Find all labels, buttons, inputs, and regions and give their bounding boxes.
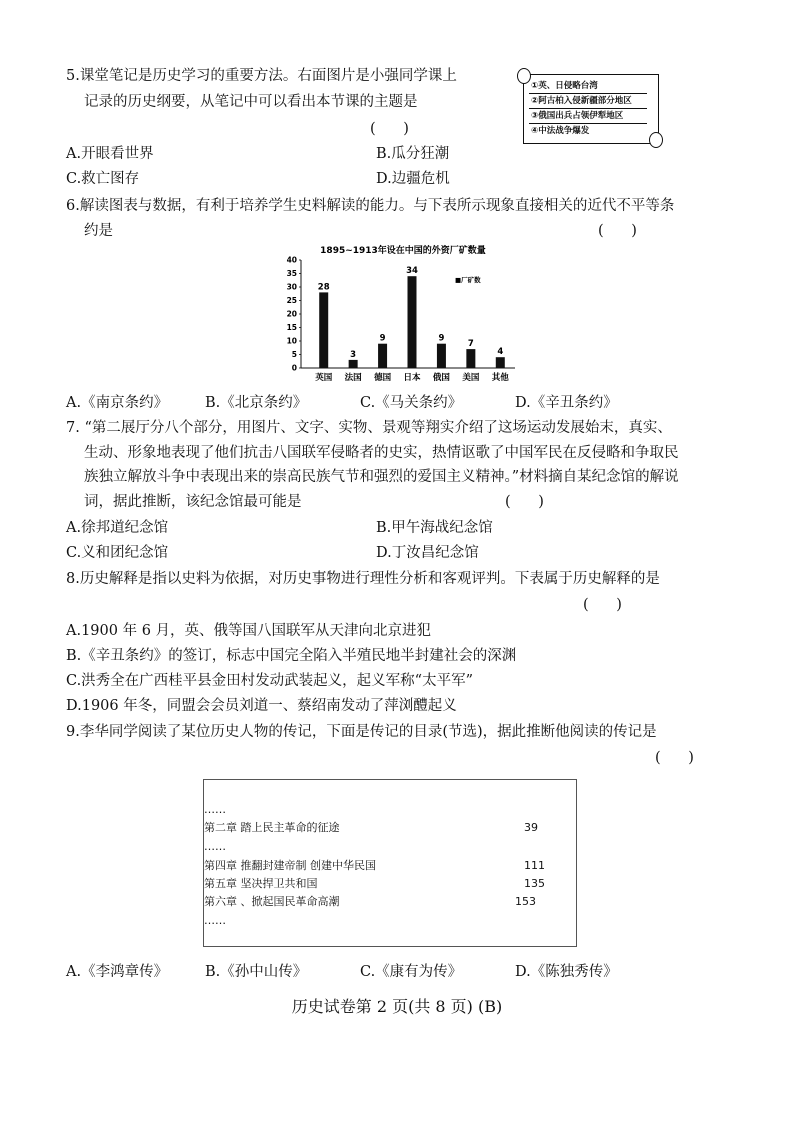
q5-option-c[interactable]: C.救亡图存 (66, 171, 140, 187)
x-category-label: 美国 (462, 373, 480, 383)
toc-page-6: 153 (515, 895, 536, 908)
toc-ellipsis: …… (204, 914, 226, 927)
bar-德国 (378, 344, 387, 368)
x-category-label: 德国 (374, 373, 392, 383)
q9-option-d[interactable]: D.《陈独秀传》 (515, 964, 618, 980)
y-tick-label: 15 (286, 323, 297, 332)
scroll-note-1: ①英、日侵略台湾 (531, 81, 598, 91)
y-tick-label: 10 (286, 336, 297, 346)
q7-answer-paren[interactable]: ( ) (505, 494, 544, 510)
scroll-divider (529, 108, 647, 109)
q9-answer-paren[interactable]: ( ) (655, 750, 694, 766)
biography-table-of-contents (203, 779, 577, 947)
scroll-note-4: ④中法战争爆发 (531, 126, 590, 136)
scroll-divider (529, 123, 647, 124)
y-tick-label: 35 (286, 269, 297, 278)
toc-page-4: 111 (524, 859, 545, 872)
y-tick-label: 25 (286, 296, 297, 305)
q6-option-b[interactable]: B.《北京条约》 (205, 395, 308, 411)
q5-notes-scroll (515, 68, 665, 148)
q9-option-a[interactable]: A.《李鸿章传》 (66, 964, 169, 980)
x-category-label: 俄国 (432, 373, 450, 383)
q5-option-b[interactable]: B.瓜分狂潮 (376, 146, 450, 162)
foreign-factories-bar-chart (283, 240, 523, 390)
toc-chapter-4: 第四章 推翻封建帝制 创建中华民国 (204, 859, 376, 872)
q5-answer-paren[interactable]: ( ) (370, 121, 409, 137)
bar-value-label: 9 (438, 333, 445, 344)
q6-answer-paren[interactable]: ( ) (598, 223, 637, 239)
q5-stem-line2: 记录的历史纲要，从笔记中可以看出本节课的主题是 (84, 94, 418, 110)
bar-value-label: 3 (350, 349, 357, 360)
scroll-divider (529, 93, 647, 94)
y-tick-label: 40 (286, 255, 297, 265)
toc-ellipsis: …… (204, 840, 226, 853)
y-tick-label: 30 (286, 282, 297, 292)
q7-option-a[interactable]: A.徐邦道纪念馆 (66, 520, 169, 536)
toc-page-2: 39 (524, 821, 538, 834)
y-tick-label: 5 (291, 350, 297, 359)
x-category-label: 英国 (315, 373, 333, 383)
q6-option-a[interactable]: A.《南京条约》 (66, 395, 169, 411)
q7-option-b[interactable]: B.甲午海战纪念馆 (376, 520, 493, 536)
toc-chapter-2: 第二章 踏上民主革命的征途 (204, 821, 340, 834)
bar-法国 (349, 360, 358, 368)
q8-option-b[interactable]: B.《辛丑条约》的签订，标志中国完全陷入半殖民地半封建社会的深渊 (66, 648, 517, 664)
chart-title: 1895~1913年设在中国的外资厂矿数量 (320, 246, 486, 256)
q8-answer-paren[interactable]: ( ) (583, 597, 622, 613)
x-category-label: 其他 (491, 373, 509, 383)
q7-stem-line3: 族独立解放斗争中表现出来的崇高民族气节和强烈的爱国主义精神。”材料摘自某纪念馆的解说 (84, 469, 679, 485)
bar-美国 (466, 349, 475, 368)
q5-option-d[interactable]: D.边疆危机 (376, 171, 450, 187)
q5-stem-line1: 5.课堂笔记是历史学习的重要方法。右面图片是小强同学课上 (66, 68, 457, 84)
bar-日本 (408, 276, 417, 368)
q9-option-c[interactable]: C.《康有为传》 (360, 964, 463, 980)
page-footer: 历史试卷第 2 页(共 8 页) (B) (291, 997, 503, 1016)
q7-stem-line2: 生动、形象地表现了他们抗击八国联军侵略者的史实，热情讴歌了中国军民在反侵略和争取民 (84, 445, 679, 461)
q6-option-d[interactable]: D.《辛丑条约》 (515, 395, 618, 411)
bar-英国 (319, 292, 328, 368)
x-category-label: 日本 (403, 373, 421, 383)
q8-option-d[interactable]: D.1906 年冬，同盟会会员刘道一、蔡绍南发动了萍浏醴起义 (66, 698, 457, 714)
toc-ellipsis: …… (204, 803, 226, 816)
q5-option-a[interactable]: A.开眼看世界 (66, 146, 154, 162)
q7-option-c[interactable]: C.义和团纪念馆 (66, 545, 169, 561)
bar-其他 (496, 357, 505, 368)
bar-value-label: 9 (379, 333, 386, 344)
q7-stem-line4: 词，据此推断，该纪念馆最可能是 (84, 494, 302, 510)
bar-value-label: 7 (467, 339, 474, 350)
q9-option-b[interactable]: B.《孙中山传》 (205, 964, 308, 980)
scroll-curl-top-icon (517, 68, 531, 84)
bar-value-label: 28 (317, 282, 330, 293)
toc-page-5: 135 (524, 877, 545, 890)
q7-option-d[interactable]: D.丁汝昌纪念馆 (376, 545, 479, 561)
toc-chapter-6: 第六章 、掀起国民革命高潮 (204, 895, 340, 908)
x-category-label: 法国 (344, 373, 362, 383)
q6-option-c[interactable]: C.《马关条约》 (360, 395, 463, 411)
q8-option-c[interactable]: C.洪秀全在广西桂平县金田村发动武装起义，起义军称“太平军” (66, 673, 474, 689)
q9-stem-line1: 9.李华同学阅读了某位历史人物的传记，下面是传记的目录(节选)，据此推断他阅读的传记是 (66, 724, 657, 740)
q8-stem-line1: 8.历史解释是指以史料为依据，对历史事物进行理性分析和客观评判。下表属于历史解释的是 (66, 571, 660, 587)
q8-option-a[interactable]: A.1900 年 6 月，英、俄等国八国联军从天津向北京进犯 (66, 623, 432, 639)
bar-俄国 (437, 344, 446, 368)
q6-stem-line1: 6.解读图表与数据，有利于培养学生史料解读的能力。与下表所示现象直接相关的近代不平等条 (66, 198, 675, 214)
toc-chapter-5: 第五章 坚决捍卫共和国 (204, 877, 318, 890)
bar-value-label: 34 (406, 266, 418, 277)
y-tick-label: 0 (291, 363, 297, 373)
q6-stem-line2: 约是 (84, 223, 113, 239)
q7-stem-line1: 7. “第二展厅分八个部分，用图片、文字、实物、景观等翔实介绍了这场运动发展始末，真实、 (66, 420, 672, 436)
scroll-note-3: ③俄国出兵占领伊犁地区 (531, 111, 624, 121)
y-tick-label: 20 (286, 309, 297, 319)
scroll-note-2: ②阿古柏入侵新疆部分地区 (531, 96, 632, 106)
bar-value-label: 4 (497, 347, 504, 358)
scroll-curl-bottom-icon (649, 132, 663, 148)
chart-legend: ■厂矿数 (455, 276, 481, 284)
